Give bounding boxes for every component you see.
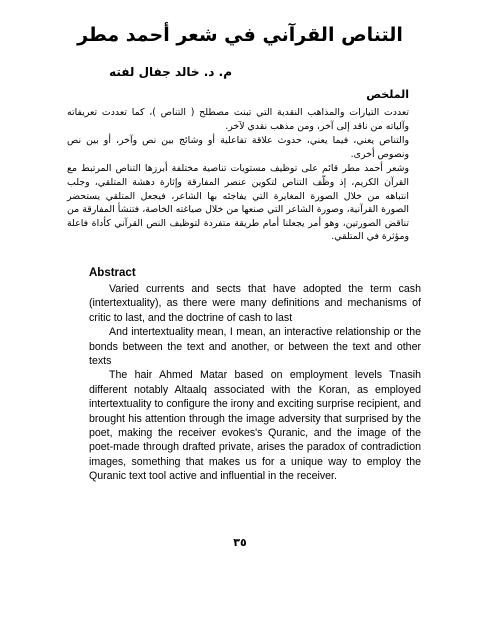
english-abstract-paragraph: And intertextuality mean, I mean, an interactive relationship or the bonds between the text and another, or between the text and other texts bbox=[89, 326, 421, 368]
english-abstract-paragraph: The hair Ahmed Matar based on employment levels Tnasih different notably Altaalq associated with the Koran, as employed intertextuality to configure the irony and exciting surprise recipient, and brought his attention through the image adversity that surprised by the poet, making the receiver evokes's Quranic, and the image of the poet-made through drafted private, arises the paradox of contradiction images, something that makes us for a unique way to employ the Quranic text tool active and influential in the receiver. bbox=[89, 369, 421, 483]
arabic-abstract-heading: الملخص bbox=[366, 88, 409, 101]
arabic-abstract-paragraph: وشعر أحمد مطر قائم على توظيف مستويات تناصية مختلفة أبرزها التناص المرتبط مع القرآن الكريم، إذ وظّف التناص لتكوين عنصر المفارقة وإثارة دهشة المتلقي، وجلب انتباهه من خلال الصورة المغايرة التي يفاجئه بها الشاعر، فيجعل المتلقي يستحضر الصورة القرآنية، وصورة الشاعر التي صنعها من خلال صياغته الخاصة، فتنشأ المفارقة من تناقض الصورتين، وهو أمر يجعلنا أمام طريقة متفردة لتوظيف النص القرآني كأداة فاعلة ومؤثرة في المتلقي. bbox=[67, 163, 409, 243]
page-number: ٣٥ bbox=[233, 536, 247, 549]
arabic-abstract-paragraph: تعددت التيارات والمذاهب النقدية التي تبنت مصطلح ( التناص )، كما تعددت تعريفاته وآلياته من ناقد إلى آخر، ومن مذهب نقدي لآخر. bbox=[67, 107, 409, 132]
paper-title: التناص القرآني في شعر أحمد مطر bbox=[77, 24, 403, 46]
english-abstract-body bbox=[89, 282, 421, 484]
arabic-abstract-paragraph: والتناص يعني، فيما يعني، حدوث علاقة تفاعلية أو وشائج بين نص وآخر، أو بين نص ونصوص أخرى. bbox=[67, 135, 409, 160]
author-name: م. د. خالد جفال لفته bbox=[109, 65, 232, 79]
english-abstract-paragraph: Varied currents and sects that have adopted the term cash (intertextuality), as there were many definitions and mechanisms of critic to last, and the doctrine of cash to last bbox=[89, 283, 421, 324]
arabic-abstract-body bbox=[67, 106, 409, 244]
english-abstract-heading: Abstract bbox=[89, 267, 136, 279]
